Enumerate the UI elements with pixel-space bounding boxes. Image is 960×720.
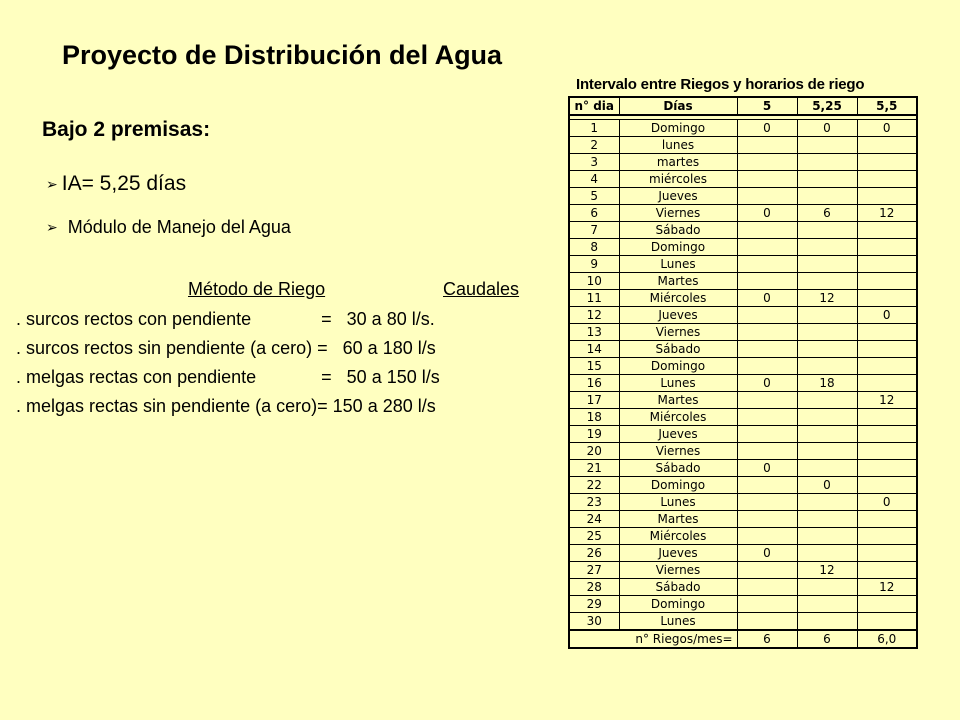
table-cell [857,341,917,358]
table-cell: Sábado [619,460,737,477]
table-cell: 29 [569,596,619,613]
table-cell: 0 [797,477,857,494]
table-cell [857,171,917,188]
header-interval-5: 5 [737,97,797,115]
table-cell: Viernes [619,324,737,341]
table-cell [737,528,797,545]
table-cell [737,613,797,631]
table-row [569,545,917,562]
table-cell [857,154,917,171]
table-row [569,120,917,137]
table-cell [797,613,857,631]
table-cell [797,494,857,511]
table-cell: Jueves [619,307,737,324]
table-cell: 28 [569,579,619,596]
premises-heading: Bajo 2 premisas: [42,118,211,141]
table-cell: Viernes [619,205,737,222]
table-cell: 0 [737,545,797,562]
table-cell [797,511,857,528]
table-cell [797,324,857,341]
table-cell [737,426,797,443]
table-cell [737,171,797,188]
table-cell [737,579,797,596]
table-cell: Martes [619,392,737,409]
table-row [569,511,917,528]
table-cell [737,188,797,205]
table-cell [797,222,857,239]
table-cell: Domingo [619,596,737,613]
table-row [569,256,917,273]
table-cell: Domingo [619,239,737,256]
header-day-name: Días [619,97,737,115]
table-cell [737,307,797,324]
table-cell: 8 [569,239,619,256]
table-cell: 5 [569,188,619,205]
table-cell: Lunes [619,494,737,511]
table-row [569,290,917,307]
table-cell: 0 [857,120,917,137]
table-cell: 12 [857,205,917,222]
method-line: . melgas rectas sin pendiente (a cero)= 150 a 280 l/s [16,396,436,416]
table-row [569,239,917,256]
table-cell [857,409,917,426]
table-row [569,375,917,392]
table-cell: 25 [569,528,619,545]
totals-cell: 6 [797,630,857,648]
table-cell [857,273,917,290]
method-line: . surcos rectos sin pendiente (a cero) = 60 a 180 l/s [16,338,436,358]
table-cell [737,324,797,341]
table-row [569,562,917,579]
table-cell: 0 [737,205,797,222]
table-row [569,443,917,460]
table-cell [737,358,797,375]
table-cell: Miércoles [619,409,737,426]
method-line: . surcos rectos con pendiente = 30 a 80 l/s. [16,309,435,329]
table-cell [857,511,917,528]
table-cell [737,239,797,256]
table-cell: Miércoles [619,528,737,545]
table-cell: 11 [569,290,619,307]
table-cell: Sábado [619,579,737,596]
table-cell: 3 [569,154,619,171]
table-cell [737,443,797,460]
table-cell [737,596,797,613]
table-cell: Viernes [619,443,737,460]
table-cell: miércoles [619,171,737,188]
table-cell: 0 [737,460,797,477]
table-cell [797,188,857,205]
table-cell: Lunes [619,375,737,392]
table-cell [857,460,917,477]
method-line: . melgas rectas con pendiente = 50 a 150 l/s [16,367,440,387]
table-row [569,528,917,545]
table-cell: 26 [569,545,619,562]
table-cell [737,494,797,511]
table-cell: 12 [857,579,917,596]
table-row [569,154,917,171]
table-row [569,460,917,477]
table-cell [857,613,917,631]
premise-text: Módulo de Manejo del Agua [67,217,291,237]
table-cell [737,154,797,171]
table-cell [737,256,797,273]
premise-item-ia [46,172,186,196]
table-cell [857,443,917,460]
table-cell: Sábado [619,341,737,358]
table-row [569,188,917,205]
arrow-bullet-icon: ➢ [46,175,58,192]
table-cell: 17 [569,392,619,409]
premise-item-module [46,217,291,238]
table-row [569,137,917,154]
table-row [569,341,917,358]
table-cell: Domingo [619,120,737,137]
table-cell [797,545,857,562]
table-cell [857,426,917,443]
table-cell [737,222,797,239]
table-cell: 1 [569,120,619,137]
table-cell [737,392,797,409]
table-cell: 0 [857,494,917,511]
table-cell: 27 [569,562,619,579]
table-cell: Domingo [619,477,737,494]
table-cell [797,392,857,409]
table-cell: 9 [569,256,619,273]
table-row [569,409,917,426]
table-cell: 23 [569,494,619,511]
premise-text: IA= 5,25 días [61,172,187,195]
table-cell [857,137,917,154]
table-header-row [569,97,917,115]
table-cell [857,375,917,392]
table-cell: 6 [797,205,857,222]
table-cell [857,545,917,562]
table-cell: 19 [569,426,619,443]
table-cell [857,239,917,256]
table-cell: 12 [797,562,857,579]
table-row [569,273,917,290]
table-cell: Martes [619,273,737,290]
table-cell: martes [619,154,737,171]
table-cell [797,528,857,545]
table-cell [797,239,857,256]
table-cell [737,477,797,494]
table-cell: 12 [569,307,619,324]
table-cell [857,324,917,341]
table-cell: 0 [797,120,857,137]
table-cell: 7 [569,222,619,239]
table-cell: Viernes [619,562,737,579]
totals-row [569,630,917,648]
table-cell: Jueves [619,188,737,205]
table-cell [737,137,797,154]
table-row [569,579,917,596]
table-cell: 18 [797,375,857,392]
table-cell [797,443,857,460]
table-cell [797,409,857,426]
table-cell [857,477,917,494]
table-cell [857,528,917,545]
table-cell [857,562,917,579]
table-cell [857,256,917,273]
table-cell: 13 [569,324,619,341]
table-cell: 14 [569,341,619,358]
table-cell: 18 [569,409,619,426]
table-row [569,324,917,341]
irrigation-schedule-table [568,96,918,649]
table-row [569,205,917,222]
table-cell [857,290,917,307]
table-cell: 0 [737,120,797,137]
method-column-header: Método de Riego [188,279,326,299]
table-cell: 12 [857,392,917,409]
table-cell: Martes [619,511,737,528]
table-row [569,358,917,375]
table-cell: 16 [569,375,619,392]
table-cell [857,188,917,205]
table-cell [737,409,797,426]
table-cell [797,137,857,154]
arrow-bullet-icon: ➢ [46,219,58,235]
table-cell: 20 [569,443,619,460]
table-cell: 0 [737,375,797,392]
table-cell: Lunes [619,256,737,273]
header-interval-5-5: 5,5 [857,97,917,115]
table-cell: 21 [569,460,619,477]
table-cell [737,511,797,528]
table-row [569,494,917,511]
table-cell [797,154,857,171]
table-cell: 15 [569,358,619,375]
table-cell: 0 [737,290,797,307]
table-cell: 22 [569,477,619,494]
table-cell: 12 [797,290,857,307]
table-cell [797,596,857,613]
table-cell: 2 [569,137,619,154]
table-cell: 6 [569,205,619,222]
table-cell: Jueves [619,545,737,562]
page-title: Proyecto de Distribución del Agua [62,40,503,70]
totals-cell: 6 [737,630,797,648]
table-cell [857,222,917,239]
table-cell: 0 [857,307,917,324]
table-caption: Intervalo entre Riegos y horarios de riego [576,76,865,93]
table-cell [737,341,797,358]
table-row [569,392,917,409]
table-cell: 4 [569,171,619,188]
table-cell: Miércoles [619,290,737,307]
table-row [569,596,917,613]
table-cell: Jueves [619,426,737,443]
table-cell [797,358,857,375]
table-cell [797,341,857,358]
table-row [569,171,917,188]
table-cell [857,358,917,375]
table-cell: 30 [569,613,619,631]
table-cell: 10 [569,273,619,290]
table-row [569,222,917,239]
header-day-number: n° dia [569,97,619,115]
table-row [569,307,917,324]
flow-column-header: Caudales [443,279,520,299]
table-cell [797,460,857,477]
table-cell [797,171,857,188]
totals-label: n° Riegos/mes= [569,630,737,648]
table-cell: Lunes [619,613,737,631]
table-cell [737,562,797,579]
table-cell: lunes [619,137,737,154]
table-cell [737,273,797,290]
table-cell [797,273,857,290]
header-interval-5-25: 5,25 [797,97,857,115]
table-cell: 24 [569,511,619,528]
table-row [569,613,917,631]
table-cell [797,426,857,443]
table-cell [797,256,857,273]
table-cell: Domingo [619,358,737,375]
table-row [569,477,917,494]
table-cell [797,579,857,596]
totals-cell: 6,0 [857,630,917,648]
table-cell [797,307,857,324]
table-cell: Sábado [619,222,737,239]
table-cell [857,596,917,613]
table-row [569,426,917,443]
